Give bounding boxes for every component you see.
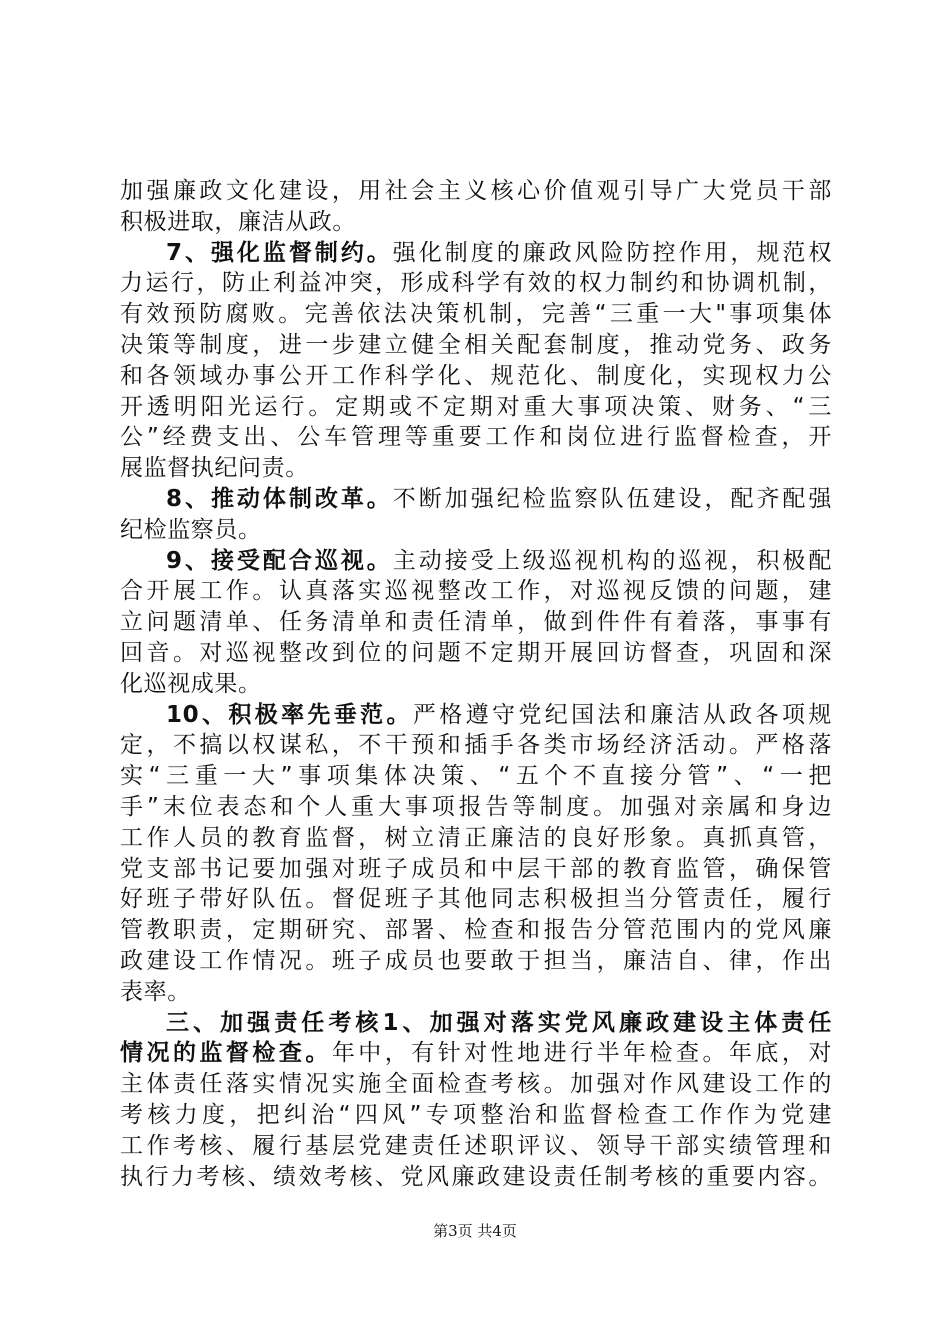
text-line	[120, 176, 832, 207]
body-text: 不断加强纪检监察队伍建设，配齐配强	[392, 485, 833, 512]
body-text: 表率。	[120, 978, 191, 1005]
page-footer: 第3页 共4页	[433, 1222, 517, 1240]
text-line	[120, 422, 832, 453]
body-text: 合开展工作。认真落实巡视整改工作，对巡视反馈的问题，建	[120, 578, 832, 605]
text-line	[120, 484, 832, 515]
text-line	[120, 761, 832, 792]
text-line	[120, 268, 832, 299]
body-text: 纪检监察员。	[120, 516, 262, 543]
text-line	[120, 946, 832, 977]
body-text: 和各领域办事公开工作科学化、规范化、制度化，实现权力公	[120, 362, 832, 389]
text-line	[120, 392, 832, 423]
text-line	[120, 1162, 832, 1193]
body-text: 考核力度，把纠治“四风”专项整治和监督检查工作作为党建	[120, 1101, 832, 1128]
text-line	[120, 299, 832, 330]
body-text: 化巡视成果。	[120, 670, 262, 697]
text-line	[120, 330, 832, 361]
text-line	[120, 1131, 832, 1162]
body-text: 力运行，防止利益冲突，形成科学有效的权力制约和协调机制，	[120, 270, 832, 297]
body-text: 回音。对巡视整改到位的问题不定期开展回访督查，巩固和深	[120, 639, 832, 666]
body-text: 定，不搞以权谋私，不干预和插手各类市场经济活动。严格落	[120, 732, 832, 759]
body-text: 手”末位表态和个人重大事项报告等制度。加强对亲属和身边	[120, 793, 832, 820]
text-line	[120, 361, 832, 392]
text-line	[120, 238, 832, 269]
text-line	[120, 977, 832, 1008]
text-line	[120, 576, 832, 607]
body-text: 公”经费支出、公车管理等重要工作和岗位进行监督检查，开	[120, 424, 832, 451]
body-text: 好班子带好队伍。督促班子其他同志积极担当分管责任，履行	[120, 886, 832, 913]
text-line	[120, 915, 832, 946]
text-line	[120, 669, 832, 700]
body-text: 积极进取，廉洁从政。	[120, 208, 356, 235]
text-line	[120, 792, 832, 823]
body-text: 工作考核、履行基层党建责任述职评议、领导干部实绩管理和	[120, 1132, 832, 1159]
body-text: 严格遵守党纪国法和廉洁从政各项规	[412, 701, 832, 728]
body-text: 开透明阳光运行。定期或不定期对重大事项决策、财务、“三	[120, 393, 832, 420]
body-text: 主动接受上级巡视机构的巡视，积极配	[392, 547, 833, 574]
text-line	[120, 546, 832, 577]
body-text: 立问题清单、任务清单和责任清单，做到件件有着落，事事有	[120, 609, 832, 636]
body-text: 实“三重一大”事项集体决策、“五个不直接分管”、“一把	[120, 763, 832, 790]
text-line	[120, 884, 832, 915]
text-line	[120, 453, 832, 484]
text-line	[120, 1100, 832, 1131]
body-text: 展监督执纪问责。	[120, 455, 309, 482]
text-line	[120, 607, 832, 638]
body-text: 政建设工作情况。班子成员也要敢于担当，廉洁自、律，作出	[120, 947, 832, 974]
text-line	[120, 700, 832, 731]
body-text: 强化制度的廉政风险防控作用，规范权	[392, 239, 833, 266]
text-line	[120, 638, 832, 669]
body-text: 工作人员的教育监督，树立清正廉洁的良好形象。真抓真管，	[120, 824, 832, 851]
text-line	[120, 823, 832, 854]
section-heading: 情况的监督检查。	[120, 1040, 332, 1067]
body-text: 执行力考核、绩效考核、党风廉政建设责任制考核的重要内容。	[120, 1163, 832, 1190]
body-text: 决策等制度，进一步建立健全相关配套制度，推动党务、政务	[120, 331, 832, 358]
text-line	[120, 1008, 832, 1039]
text-line	[120, 1038, 832, 1069]
text-line	[120, 1069, 832, 1100]
body-text: 有效预防腐败。完善依法决策机制，完善“三重一大"事项集体	[120, 301, 832, 328]
body-text: 加强廉政文化建设，用社会主义核心价值观引导广大党员干部	[120, 178, 832, 204]
section-heading: 8、推动体制改革。	[166, 485, 393, 512]
text-line	[120, 515, 832, 546]
document-body	[120, 176, 832, 1192]
section-heading: 7、强化监督制约。	[166, 239, 393, 266]
body-text: 党支部书记要加强对班子成员和中层干部的教育监管，确保管	[120, 855, 832, 882]
text-line	[120, 730, 832, 761]
section-heading: 三、加强责任考核1、加强对落实党风廉政建设主体责任	[166, 1009, 832, 1036]
text-line	[120, 854, 832, 885]
body-text: 主体责任落实情况实施全面检查考核。加强对作风建设工作的	[120, 1071, 832, 1098]
body-text: 年中，有针对性地进行半年检查。年底，对	[331, 1040, 832, 1067]
text-line	[120, 207, 832, 238]
section-heading: 9、接受配合巡视。	[166, 547, 393, 574]
section-heading: 10、积极率先垂范。	[166, 701, 413, 728]
body-text: 管教职责，定期研究、部署、检查和报告分管范围内的党风廉	[120, 917, 832, 944]
